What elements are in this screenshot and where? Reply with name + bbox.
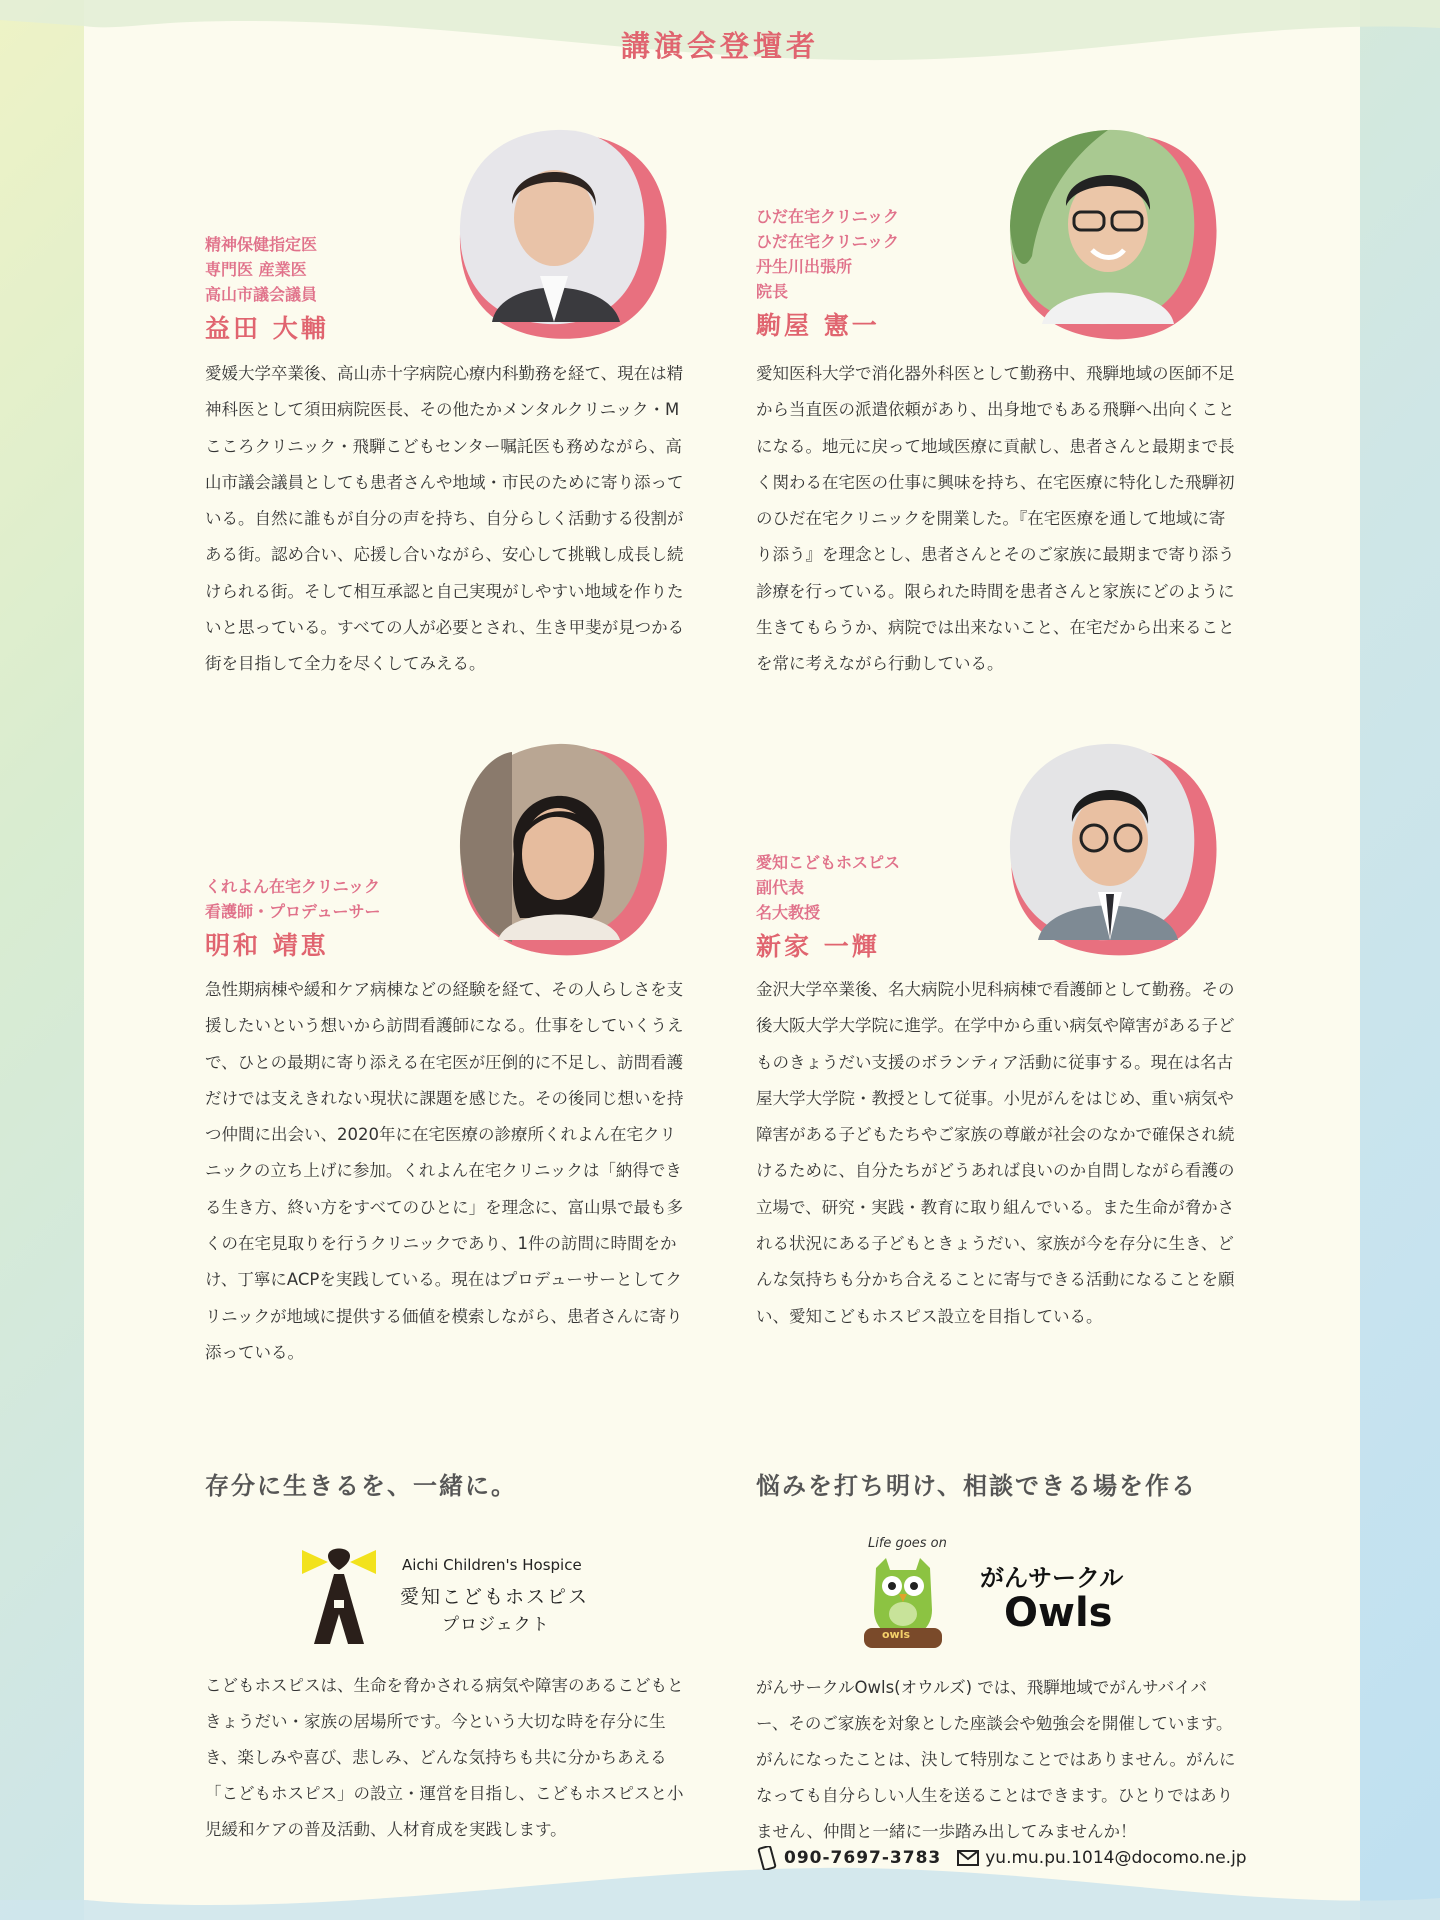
mail-icon [957, 1850, 979, 1866]
role-line: くれよん在宅クリニック [205, 877, 381, 896]
speaker-name: 駒屋 憲一 [756, 311, 880, 340]
speaker-roles-masuda [205, 232, 329, 345]
speaker-bio: 急性期病棟や緩和ケア病棟などの経験を経て、その人らしさを支援したいという想いから訪問看護師になる。仕事をしていくうえで、ひとの最期に寄り添える在宅医が圧倒的に不足し、訪問看護だけでは支えきれない現状に課題を感じた。その後同じ想いを持つ仲間に出会い、2020年に在宅医療の診療所くれよん在宅クリニックの立ち上げに参加。くれよん在宅クリニックは「納得できる生き方、終い方をすべてのひとに」を理念に、富山県で最も多くの在宅見取りを行うクリニックであり、1件の訪問に時間をかけ、丁寧にACPを実践している。現在はプロデューサーとしてクリニックが地域に提供する価値を模索しながら、患者さんに寄り添っている。 [205, 980, 684, 1362]
speaker-bio: 金沢大学卒業後、名大病院小児科病棟で看護師として勤務。その後大阪大学大学院に進学。在学中から重い病気や障害がある子どものきょうだい支援のボランティア活動に従事する。現在は名古屋大学大学院・教授として従事。小児がんをはじめ、重い病気や障害がある子どもたちやご家族の尊厳が社会のなかで確保され続けるために、自分たちがどうあれば良いのか自問しながら看護の立場で、研究・実践・教育に取り組んでいる。また生命が脅かされる状況にある子どもときょうだい、家族が今を存分に生き、どんな気持ちも分かち合えることに寄与できる活動になることを願い、愛知こどもホスピス設立を目指している。 [756, 980, 1235, 1326]
org-description: がんサークルOwls(オウルズ) では、飛騨地域でがんサバイバー、そのご家族を対象とした座談会や勉強会を開催しています。がんになったことは、決して特別なことではありません。がんになっても自分らしい人生を送ることはできます。ひとりではありません、仲間と一緒に一歩踏み出してみませんか！ [756, 1678, 1236, 1841]
photo-blob-shape [1002, 742, 1222, 962]
aichi-childrens-hospice-logo [298, 1540, 638, 1652]
phone-number: 090-7697-3783 [784, 1848, 942, 1868]
speaker-name: 新家 一輝 [756, 932, 880, 961]
logo-owls-name: Owls [1004, 1590, 1113, 1636]
role-line: ひだ在宅クリニック [756, 232, 900, 251]
role-line: 院長 [756, 282, 789, 301]
phone-contact[interactable] [756, 1846, 941, 1870]
logo-project-label: プロジェクト [442, 1615, 550, 1635]
speaker-bio: 愛知医科大学で消化器外科医として勤務中、飛騨地域の医師不足から当直医の派遣依頼があり、出身地でもある飛騨へ出向くことになる。地元に戻って地域医療に貢献し、患者さんと最期まで長く関わる在宅医の仕事に興味を持ち、在宅医療に特化した飛騨初のひだ在宅クリニックを開業した。『在宅医療を通して地域に寄り添う』を理念とし、患者さんとそのご家族に最期まで寄り添う診療を行っている。限られた時間を患者さんと家族にどのように生きてもらうか、病院では出来ないこと、在宅だから出来ることを常に考えながら行動している。 [756, 364, 1235, 674]
speaker-name: 明和 靖恵 [205, 931, 329, 960]
speaker-photo-meiwa [452, 742, 672, 962]
section-heading: 悩みを打ち明け、相談できる場を作る [756, 1472, 1198, 1500]
photo-blob-shape [452, 742, 672, 962]
role-line: 丹生川出張所 [756, 257, 853, 276]
logo-english-name: Aichi Children's Hospice [402, 1556, 582, 1574]
role-line: 高山市議会議員 [205, 285, 318, 304]
page-title: 講演会登壇者 [620, 29, 819, 63]
logo-tagline: Life goes on [868, 1536, 947, 1551]
contact-info [756, 1846, 1247, 1870]
speaker-photo-shinke [1002, 742, 1222, 962]
speaker-photo-komaya [1002, 126, 1222, 346]
role-line: 副代表 [756, 878, 805, 897]
speaker-name: 益田 大輔 [205, 314, 329, 343]
speaker-roles-shinke [756, 850, 900, 963]
photo-blob-shape [1002, 126, 1222, 346]
logo-japanese-name: 愛知こどもホスピス [400, 1586, 590, 1608]
role-line: 専門医 産業医 [205, 260, 307, 279]
photo-blob-shape [452, 126, 672, 346]
role-line: 愛知こどもホスピス [756, 853, 901, 872]
org-description: こどもホスピスは、生命を脅かされる病気や障害のあるこどもときょうだい・家族の居場所です。今という大切な時を存分に生き、楽しみや喜び、悲しみ、どんな気持ちも共に分かちあえる「こどもホスピス」の設立・運営を目指し、こどもホスピスと小児緩和ケアの普及活動、人材育成を実践します。 [205, 1676, 684, 1839]
email-contact[interactable] [957, 1848, 1246, 1868]
role-line: 看護師・プロデューサー [205, 902, 381, 921]
role-line: 名大教授 [756, 903, 821, 922]
speaker-bio: 愛媛大学卒業後、高山赤十字病院心療内科勤務を経て、現在は精神科医として須田病院医長、その他たかメンタルクリニック・Mこころクリニック・飛騨こどもセンター嘱託医も務めながら、高山市議会議員としても患者さんや地域・市民のために寄り添っている。自然に誰もが自分の声を持ち、自分らしく活動する役割がある街。認め合い、応援し合いながら、安心して挑戦し成長し続けられる街。そして相互承認と自己実現がしやすい地域を作りたいと思っている。すべての人が必要とされ、生き甲斐が見つかる街を目指して全力を尽くしてみえる。 [205, 364, 685, 674]
speaker-photo-masuda [452, 126, 672, 346]
role-line: ひだ在宅クリニック [756, 207, 900, 226]
email-address: yu.mu.pu.1014@docomo.ne.jp [985, 1848, 1247, 1868]
logo-title: がんサークル [980, 1564, 1124, 1592]
section-heading: 存分に生きるを、一緒に。 [205, 1472, 517, 1500]
owls-cancer-circle-logo [860, 1536, 1150, 1656]
hospice-lighthouse-icon [298, 1540, 380, 1648]
phone-icon [756, 1846, 778, 1870]
speaker-roles-meiwa [205, 874, 381, 962]
logo-badge-text: owls [882, 1628, 911, 1641]
role-line: 精神保健指定医 [205, 235, 318, 254]
speaker-roles-komaya [756, 204, 899, 342]
